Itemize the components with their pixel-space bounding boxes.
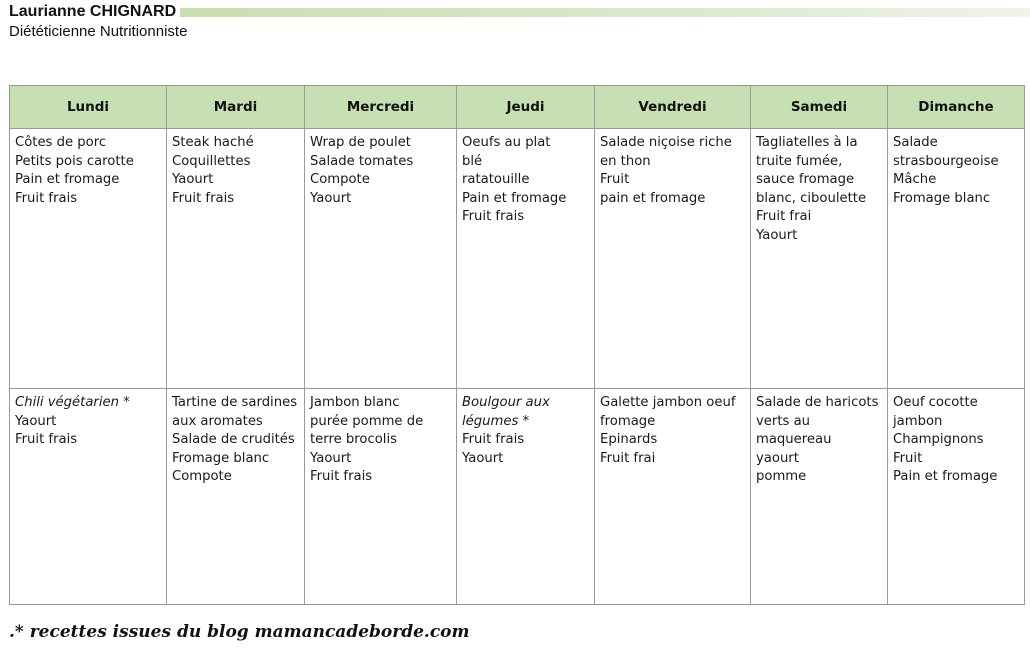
meal-item: Yaourt xyxy=(310,190,352,206)
meal-item: Steak haché xyxy=(172,135,254,150)
meal-cell-vendredi xyxy=(595,389,751,605)
meal-item: Fruit frais xyxy=(15,432,78,448)
author-subtitle: Diététicienne Nutritionniste xyxy=(9,23,188,40)
day-header-dimanche: Dimanche xyxy=(888,86,1025,129)
meal-item: pomme xyxy=(756,469,807,485)
meal-item: ratatouille xyxy=(462,172,530,188)
meal-cell-dimanche xyxy=(888,389,1025,605)
meal-item: pain et fromage xyxy=(600,190,706,206)
meal-item: Fruit frais xyxy=(172,190,235,206)
meal-item: jambon xyxy=(893,413,943,429)
weekly-menu-table xyxy=(9,85,1025,605)
meal-item: Fruit xyxy=(893,450,923,466)
meal-item: Coquillettes xyxy=(172,153,251,169)
author-name: Laurianne CHIGNARD xyxy=(9,3,180,21)
meal-item: Yaourt xyxy=(310,450,352,466)
meal-item: Wrap de poulet xyxy=(310,135,411,150)
meal-item: purée pomme de terre brocolis xyxy=(310,413,424,448)
day-header-lundi: Lundi xyxy=(10,86,167,129)
meal-item: yaourt xyxy=(756,450,799,466)
meal-cell-mercredi xyxy=(305,129,457,389)
meal-item: Yaourt xyxy=(462,450,504,466)
meal-item: Salade niçoise riche en thon xyxy=(600,135,732,169)
meal-item: Oeuf cocotte xyxy=(893,395,978,410)
meal-item: Fruit frai xyxy=(600,450,656,466)
meal-cell-mardi xyxy=(167,129,305,389)
meal-item: Fruit frais xyxy=(462,432,525,448)
meal-item: Epinards xyxy=(600,432,658,448)
meal-cell-mercredi xyxy=(305,389,457,605)
table-row-lunch xyxy=(10,129,1025,389)
table-header-row xyxy=(10,86,1025,129)
meal-cell-samedi xyxy=(751,129,888,389)
meal-cell-vendredi xyxy=(595,129,751,389)
meal-item: Fruit frai xyxy=(756,209,812,225)
footnote: .* recettes issues du blog mamancadeborde.com xyxy=(9,622,470,642)
meal-item: Tartine de sardines aux aromates xyxy=(172,395,298,429)
meal-item: Yaourt xyxy=(172,172,214,188)
meal-item: Pain et fromage xyxy=(15,172,120,188)
meal-item: Boulgour aux légumes * xyxy=(462,395,550,429)
meal-item: blé xyxy=(462,153,483,169)
meal-item: Champignons xyxy=(893,432,984,448)
day-header-samedi: Samedi xyxy=(751,86,888,129)
meal-item: Fruit frais xyxy=(310,469,373,485)
meal-item: Yaourt xyxy=(15,413,57,429)
meal-item: Compote xyxy=(172,469,232,485)
meal-item: Mâche xyxy=(893,172,937,188)
meal-item: Fruit frais xyxy=(15,190,78,206)
meal-cell-dimanche xyxy=(888,129,1025,389)
meal-item: Salade strasbourgeoise xyxy=(893,135,999,169)
day-header-mercredi: Mercredi xyxy=(305,86,457,129)
meal-item: Salade de haricots verts au maquereau xyxy=(756,395,879,448)
meal-item: Petits pois carotte xyxy=(15,153,134,169)
meal-item: Galette jambon oeuf fromage xyxy=(600,395,736,429)
meal-cell-lundi xyxy=(10,389,167,605)
meal-item: Fruit frais xyxy=(462,209,525,225)
meal-item: Salade de crudités xyxy=(172,432,295,448)
meal-item: Oeufs au plat xyxy=(462,135,551,150)
day-header-jeudi: Jeudi xyxy=(457,86,595,129)
meal-item: Yaourt xyxy=(756,227,798,243)
meal-cell-mardi xyxy=(167,389,305,605)
header-decoration-bar xyxy=(180,8,1030,17)
meal-item: Chili végétarien * xyxy=(15,395,130,410)
day-header-vendredi: Vendredi xyxy=(595,86,751,129)
meal-cell-jeudi xyxy=(457,129,595,389)
meal-item: Tagliatelles à la truite fumée, sauce fromage blanc, ciboulette xyxy=(756,135,867,206)
meal-item: Salade tomates xyxy=(310,153,414,169)
day-header-mardi: Mardi xyxy=(167,86,305,129)
meal-item: Côtes de porc xyxy=(15,135,107,150)
meal-cell-lundi xyxy=(10,129,167,389)
meal-item: Compote xyxy=(310,172,370,188)
meal-item: Jambon blanc xyxy=(310,395,400,410)
table-row-dinner xyxy=(10,389,1025,605)
meal-cell-jeudi xyxy=(457,389,595,605)
meal-item: Fromage blanc xyxy=(893,190,991,206)
meal-item: Pain et fromage xyxy=(893,469,998,485)
meal-item: Pain et fromage xyxy=(462,190,567,206)
meal-cell-samedi xyxy=(751,389,888,605)
meal-item: Fromage blanc xyxy=(172,450,270,466)
meal-item: Fruit xyxy=(600,172,630,188)
